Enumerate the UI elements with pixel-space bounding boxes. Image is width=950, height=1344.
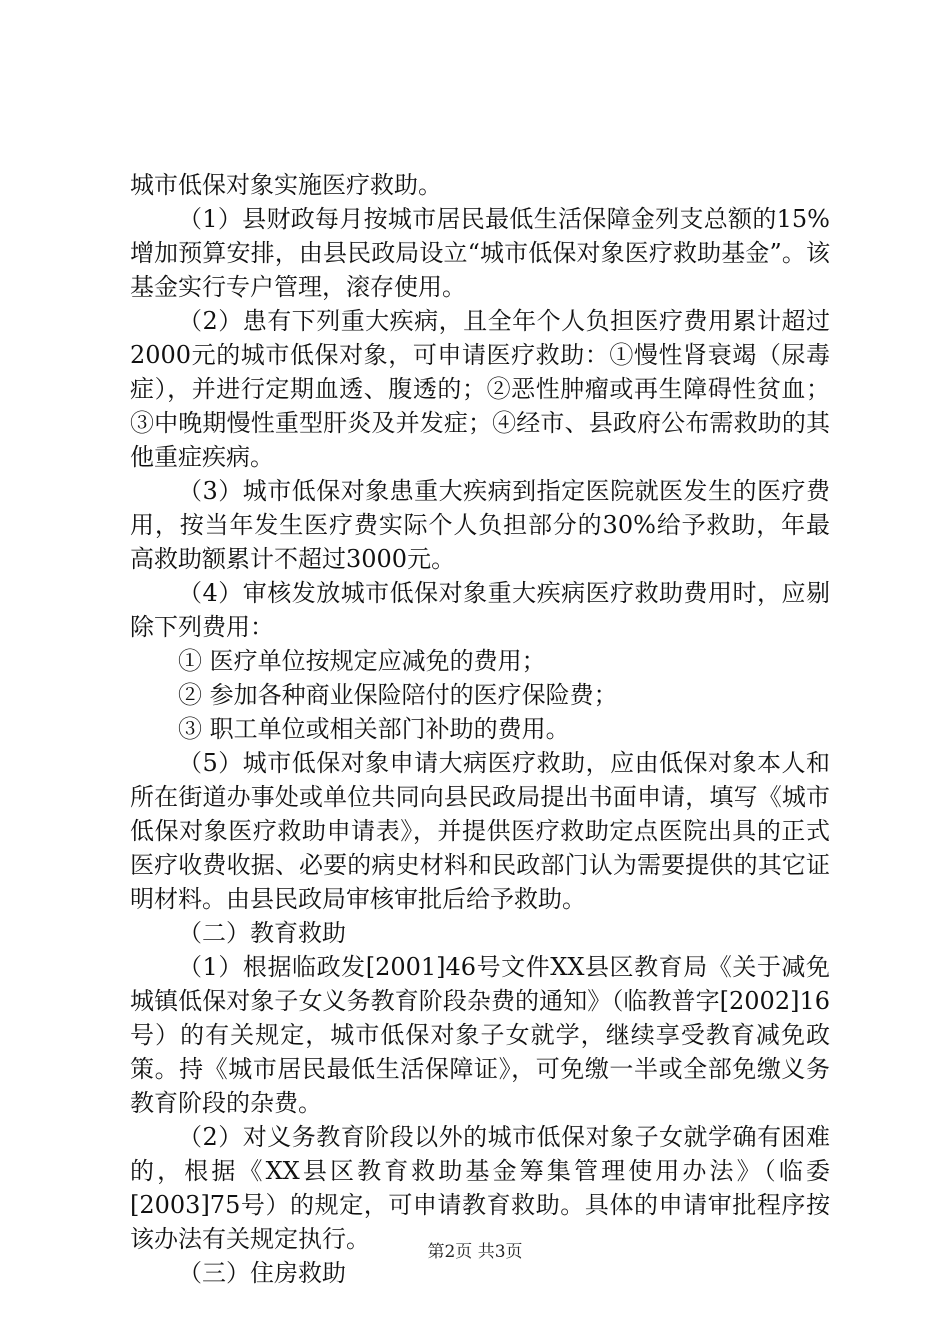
paragraph: （2）对义务教育阶段以外的城市低保对象子女就学确有困难的，根据《XX县区教育救助基金筹集管理使用办法》（临委[2003]75号）的规定，可申请教育救助。具体的申请审批程序按该办法有关规定执行。 — [130, 1123, 830, 1253]
paragraph: 城市低保对象实施医疗救助。 — [130, 171, 442, 199]
paragraph: （1）县财政每月按城市居民最低生活保障金列支总额的15%增加预算安排，由县民政局设立“城市低保对象医疗救助基金”。该基金实行专户管理，滚存使用。 — [130, 205, 830, 301]
list-item: ① 医疗单位按规定应减免的费用； — [178, 647, 546, 675]
paragraph: （4）审核发放城市低保对象重大疾病医疗救助费用时，应剔除下列费用： — [130, 579, 830, 641]
paragraph: （3）城市低保对象患重大疾病到指定医院就医发生的医疗费用，按当年发生医疗费实际个人负担部分的30%给予救助，年最高救助额累计不超过3000元。 — [130, 477, 830, 573]
section-heading: （二）教育救助 — [178, 919, 346, 947]
document-body — [130, 168, 830, 1290]
paragraph: （5）城市低保对象申请大病医疗救助，应由低保对象本人和所在街道办事处或单位共同向县民政局提出书面申请，填写《城市低保对象医疗救助申请表》，并提供医疗救助定点医院出具的正式医疗收费收据、必要的病史材料和民政部门认为需要提供的其它证明材料。由县民政局审核审批后给予救助。 — [130, 749, 830, 913]
section-heading: （三）住房救助 — [178, 1259, 346, 1287]
list-item: ② 参加各种商业保险陪付的医疗保险费； — [178, 681, 618, 709]
paragraph: （2）患有下列重大疾病，且全年个人负担医疗费用累计超过2000元的城市低保对象，可申请医疗救助：①慢性肾衰竭（尿毒症），并进行定期血透、腹透的；②恶性肿瘤或再生障碍性贫血；③中晚期慢性重型肝炎及并发症；④经市、县政府公布需救助的其他重症疾病。 — [130, 307, 830, 471]
paragraph: （1）根据临政发[2001]46号文件XX县区教育局《关于减免城镇低保对象子女义务教育阶段杂费的通知》（临教普字[2002]16号）的有关规定，城市低保对象子女就学，继续享受教育减免政策。持《城市居民最低生活保障证》，可免缴一半或全部免缴义务教育阶段的杂费。 — [130, 953, 830, 1117]
list-item: ③ 职工单位或相关部门补助的费用。 — [178, 715, 570, 743]
page-number-footer: 第2页 共3页 — [427, 1242, 523, 1262]
